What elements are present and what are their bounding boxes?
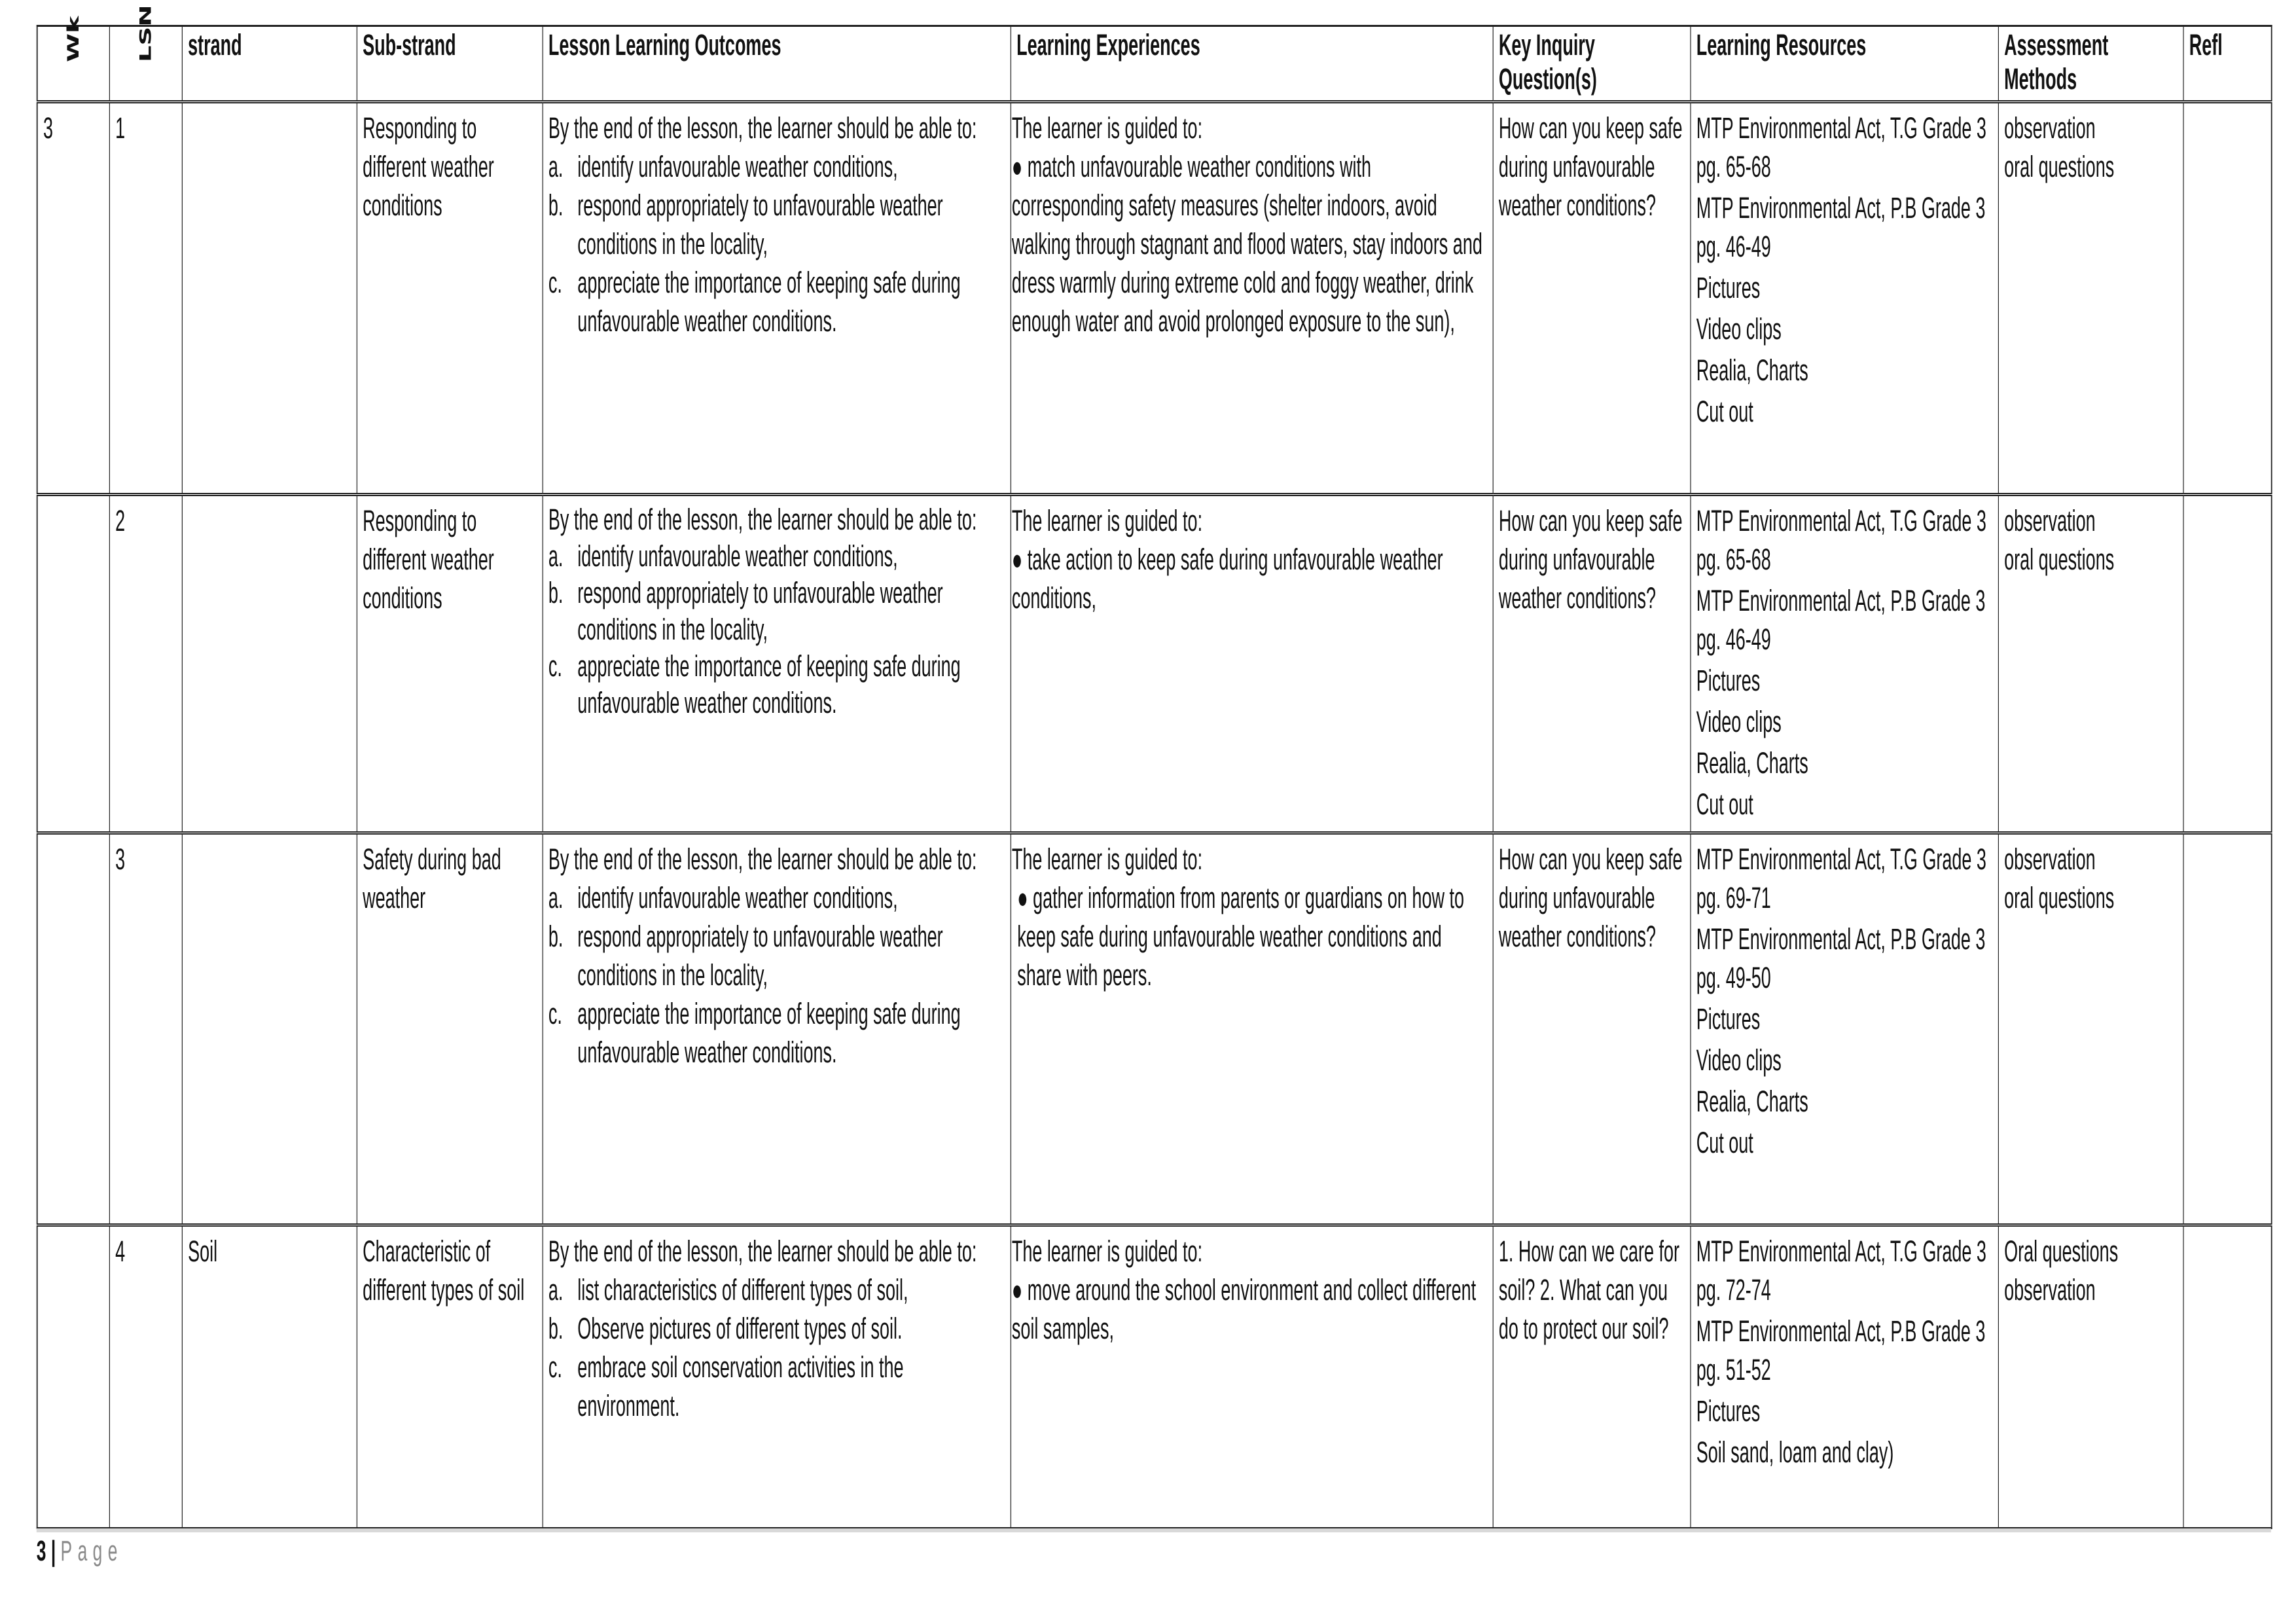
resources-cell (1691, 1225, 1998, 1528)
strand-cell: Soil (182, 1225, 357, 1528)
experiences-text: ● move around the school environment and collect different soil samples, (1011, 1273, 1477, 1345)
experiences-text: ● take action to keep safe during unfavourable weather conditions, (1011, 543, 1443, 615)
outcomes-list (548, 1271, 1005, 1425)
experiences-cell (1011, 1225, 1493, 1528)
experiences-text: ● gather information from parents or guardians on how to keep safe during unfavourable weather conditions and share with peers. (1017, 881, 1464, 992)
assessment-item: oral questions (2004, 543, 2115, 576)
header-sub-strand: Sub-strand (357, 26, 543, 102)
experiences-intro: The learner is guided to: (1011, 111, 1203, 145)
resource-item: Cut out (1696, 787, 1753, 821)
footer-separator: | (50, 1535, 56, 1567)
assessment-item: observation (2004, 504, 2096, 537)
experiences-text: ● match unfavourable weather conditions with corresponding safety measures (shelter indoors, avoid walking through stagnant and flood waters, stay indoors and dress warmly during extreme cold and foggy weather, drink enough water and avoid prolonged exposure to the sun), (1011, 150, 1482, 338)
reflection-cell (2183, 102, 2272, 495)
assessment-item: observation (2004, 111, 2096, 145)
table-row (37, 1225, 2272, 1528)
list-item: c. appreciate the importance of keeping safe during unfavourable weather conditions. (548, 649, 961, 719)
list-item: b. Observe pictures of different types of soil. (548, 1312, 903, 1345)
header-row (37, 26, 2272, 102)
inquiry-cell: How can you keep safe during unfavourable weather conditions? (1493, 495, 1691, 833)
resource-item: Pictures (1696, 271, 1761, 304)
inquiry-cell: How can you keep safe during unfavourable weather conditions? (1493, 102, 1691, 495)
experiences-cell (1011, 833, 1493, 1225)
list-item: b. respond appropriately to unfavourable weather conditions in the locality, (548, 576, 943, 646)
outcomes-list (548, 147, 1005, 340)
experiences-intro: The learner is guided to: (1011, 842, 1203, 876)
week-cell (37, 833, 109, 1225)
outcomes-cell (543, 833, 1011, 1225)
resource-item: MTP Environmental Act, P.B Grade 3 pg. 49-50 (1696, 922, 1986, 994)
header-outcomes: Lesson Learning Outcomes (543, 26, 1011, 102)
scheme-of-work-table (37, 5, 2272, 1529)
resource-item: Pictures (1696, 1002, 1761, 1036)
reflection-cell (2183, 495, 2272, 833)
reflection-cell (2183, 1225, 2272, 1528)
resources-cell (1691, 102, 1998, 495)
outcomes-list (548, 538, 1005, 721)
list-item: a. identify unfavourable weather conditions, (548, 881, 898, 914)
header-inquiry: Key Inquiry Question(s) (1493, 26, 1691, 102)
resource-item: MTP Environmental Act, T.G Grade 3 pg. 69-71 (1696, 842, 1986, 914)
list-item: b. respond appropriately to unfavourable weather conditions in the locality, (548, 920, 943, 992)
resource-item: Realia, Charts (1696, 1085, 1808, 1118)
outcomes-intro: By the end of the lesson, the learner should be able to: (548, 111, 977, 145)
week-cell (37, 1225, 109, 1528)
experiences-cell (1011, 102, 1493, 495)
outcomes-intro: By the end of the lesson, the learner should be able to: (548, 503, 977, 536)
inquiry-cell: 1. How can we care for soil? 2. What can you do to protect our soil? (1493, 1225, 1691, 1528)
header-reflection: Refl (2183, 26, 2272, 102)
resource-item: Soil sand, loam and clay) (1696, 1435, 1894, 1469)
lesson-cell: 4 (109, 1225, 182, 1528)
page-number: 3 (36, 1535, 46, 1567)
list-item: a. identify unfavourable weather conditions, (548, 150, 898, 183)
sub-strand-cell: Responding to different weather conditions (357, 495, 543, 833)
assessment-cell (1998, 833, 2183, 1225)
strand-cell (182, 102, 357, 495)
resource-item: MTP Environmental Act, T.G Grade 3 pg. 65-68 (1696, 504, 1986, 576)
resource-item: Pictures (1696, 664, 1761, 697)
table-row (37, 102, 2272, 495)
lesson-cell: 3 (109, 833, 182, 1225)
experiences-intro: The learner is guided to: (1011, 504, 1203, 537)
list-item: c. appreciate the importance of keeping safe during unfavourable weather conditions. (548, 266, 961, 338)
week-cell (37, 495, 109, 833)
resource-item: Video clips (1696, 312, 1782, 346)
table-row (37, 495, 2272, 833)
resource-item: MTP Environmental Act, P.B Grade 3 pg. 46-49 (1696, 584, 1986, 656)
resource-item: Video clips (1696, 1043, 1782, 1077)
resources-cell (1691, 833, 1998, 1225)
strand-cell (182, 495, 357, 833)
assessment-item: observation (2004, 842, 2096, 876)
experiences-intro: The learner is guided to: (1011, 1235, 1203, 1268)
list-item: c. embrace soil conservation activities in the environment. (548, 1350, 904, 1422)
resource-item: Realia, Charts (1696, 353, 1808, 387)
resource-item: MTP Environmental Act, T.G Grade 3 pg. 65-68 (1696, 111, 1986, 183)
resource-item: Pictures (1696, 1394, 1761, 1428)
outcomes-intro: By the end of the lesson, the learner should be able to: (548, 842, 977, 876)
assessment-item: observation (2004, 1273, 2096, 1307)
resource-item: Realia, Charts (1696, 746, 1808, 780)
inquiry-cell: How can you keep safe during unfavourable weather conditions? (1493, 833, 1691, 1225)
assessment-cell (1998, 495, 2183, 833)
outcomes-cell (543, 1225, 1011, 1528)
list-item: c. appreciate the importance of keeping safe during unfavourable weather conditions. (548, 997, 961, 1069)
header-resources: Learning Resources (1691, 26, 1998, 102)
outcomes-intro: By the end of the lesson, the learner should be able to: (548, 1235, 977, 1268)
resource-item: Cut out (1696, 1126, 1753, 1159)
list-item: a. identify unfavourable weather conditions, (548, 539, 898, 573)
reflection-cell (2183, 833, 2272, 1225)
resources-cell (1691, 495, 1998, 833)
assessment-cell (1998, 102, 2183, 495)
list-item: a. list characteristics of different types of soil, (548, 1273, 908, 1307)
sub-strand-cell: Responding to different weather conditions (357, 102, 543, 495)
experiences-cell (1011, 495, 1493, 833)
header-week: Wk (37, 26, 109, 102)
resource-item: Video clips (1696, 705, 1782, 738)
strand-cell (182, 833, 357, 1225)
header-strand: strand (182, 26, 357, 102)
lesson-cell: 2 (109, 495, 182, 833)
list-item: b. respond appropriately to unfavourable weather conditions in the locality, (548, 189, 943, 261)
assessment-item: oral questions (2004, 150, 2115, 183)
assessment-item: oral questions (2004, 881, 2115, 914)
footer-divider (37, 1528, 2271, 1532)
header-assessment: Assessment Methods (1998, 26, 2183, 102)
header-experiences: Learning Experiences (1011, 26, 1493, 102)
resource-item: MTP Environmental Act, P.B Grade 3 pg. 51-52 (1696, 1314, 1986, 1386)
lesson-cell: 1 (109, 102, 182, 495)
assessment-item: Oral questions (2004, 1235, 2119, 1268)
week-cell: 3 (37, 102, 109, 495)
resource-item: MTP Environmental Act, T.G Grade 3 pg. 72-74 (1696, 1235, 1986, 1307)
table-row (37, 833, 2272, 1225)
outcomes-cell (543, 102, 1011, 495)
resource-item: MTP Environmental Act, P.B Grade 3 pg. 46-49 (1696, 191, 1986, 263)
outcomes-cell (543, 495, 1011, 833)
assessment-cell (1998, 1225, 2183, 1528)
header-lesson: LSN (109, 26, 182, 102)
resource-item: Cut out (1696, 395, 1753, 428)
outcomes-list (548, 878, 1005, 1072)
page-label: Page (60, 1535, 123, 1567)
sub-strand-cell: Characteristic of different types of soil (357, 1225, 543, 1528)
sub-strand-cell: Safety during bad weather (357, 833, 543, 1225)
page-footer (37, 1533, 123, 1570)
